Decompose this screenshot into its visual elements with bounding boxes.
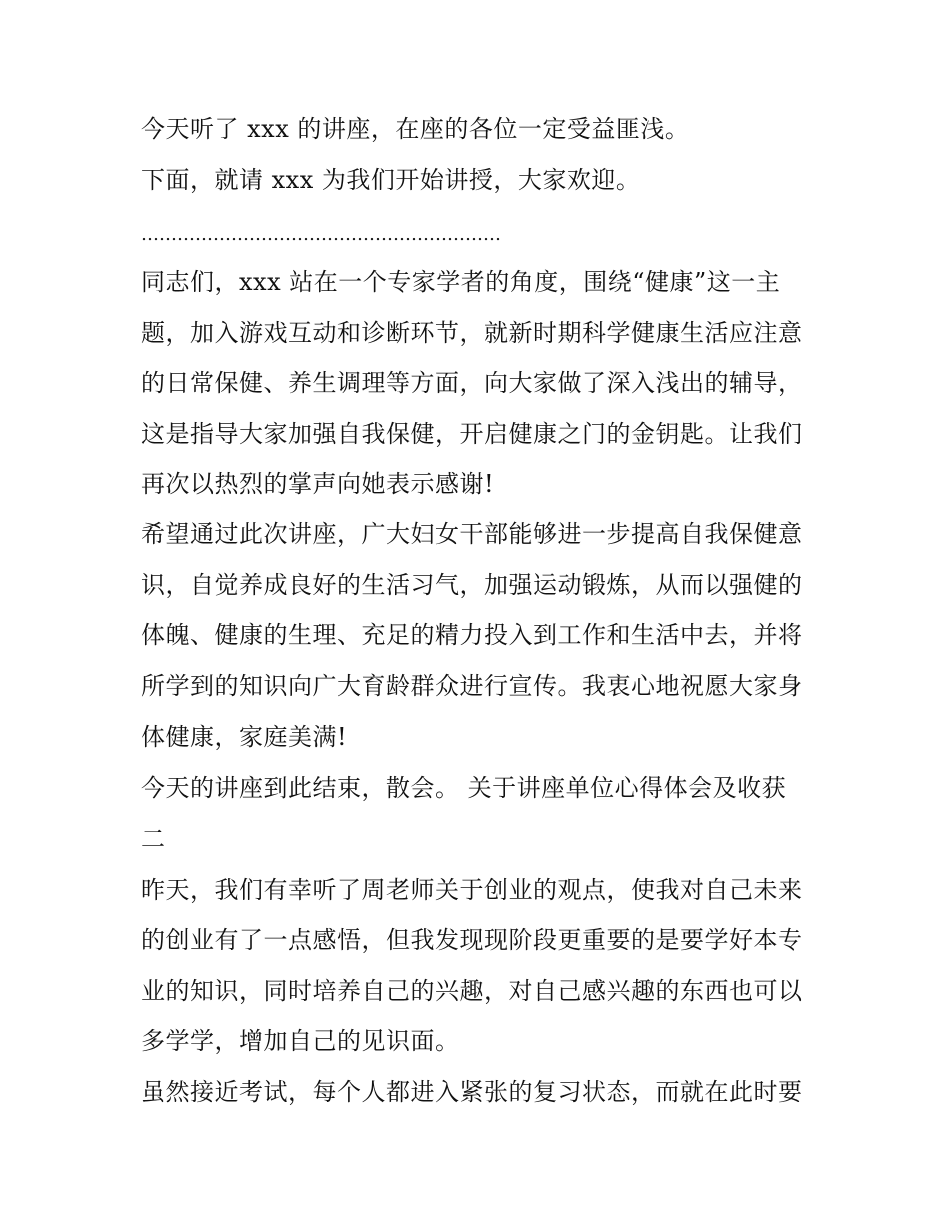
text-line: 虽然接近考试，每个人都进入紧张的复习状态，而就在此时要 <box>141 1078 803 1106</box>
text-line: 题，加入游戏互动和诊断环节，就新时期科学健康生活应注意 <box>141 319 803 347</box>
text-line: 的日常保健、养生调理等方面，向大家做了深入浅出的辅导， <box>141 369 803 397</box>
text-line: 二 <box>141 825 166 853</box>
text-line: 的创业有了一点感悟，但我发现现阶段更重要的是要学好本专 <box>141 926 803 954</box>
text-line: 所学到的知识向广大育龄群众进行宣传。我衷心地祝愿大家身 <box>141 672 803 700</box>
text-line: 昨天，我们有幸听了周老师关于创业的观点，使我对自己未来 <box>141 876 803 904</box>
text-line: 识，自觉养成良好的生活习气，加强运动锻炼，从而以强健的 <box>141 571 803 599</box>
text-line: 体魄、健康的生理、充足的精力投入到工作和生活中去，并将 <box>141 621 803 649</box>
text-line: 今天听了 xxx 的讲座，在座的各位一定受益匪浅。 <box>141 115 690 143</box>
text-line: 体健康，家庭美满! <box>141 723 348 751</box>
dotted-separator: …………………………………………………… <box>141 224 501 245</box>
text-line: 业的知识，同时培养自己的兴趣，对自己感兴趣的东西也可以 <box>141 977 803 1005</box>
text-line: 今天的讲座到此结束，散会。 关于讲座单位心得体会及收获 <box>141 774 787 802</box>
text-line: 多学学，增加自己的见识面。 <box>141 1027 460 1055</box>
text-line: 希望通过此次讲座，广大妇女干部能够进一步提高自我保健意 <box>141 520 803 548</box>
text-line: 再次以热烈的掌声向她表示感谢! <box>141 470 495 498</box>
text-line: 下面，就请 xxx 为我们开始讲授，大家欢迎。 <box>141 166 641 194</box>
text-line: 这是指导大家加强自我保健，开启健康之门的金钥匙。让我们 <box>141 420 803 448</box>
text-line: 同志们，xxx 站在一个专家学者的角度，围绕“健康”这一主 <box>141 268 781 296</box>
